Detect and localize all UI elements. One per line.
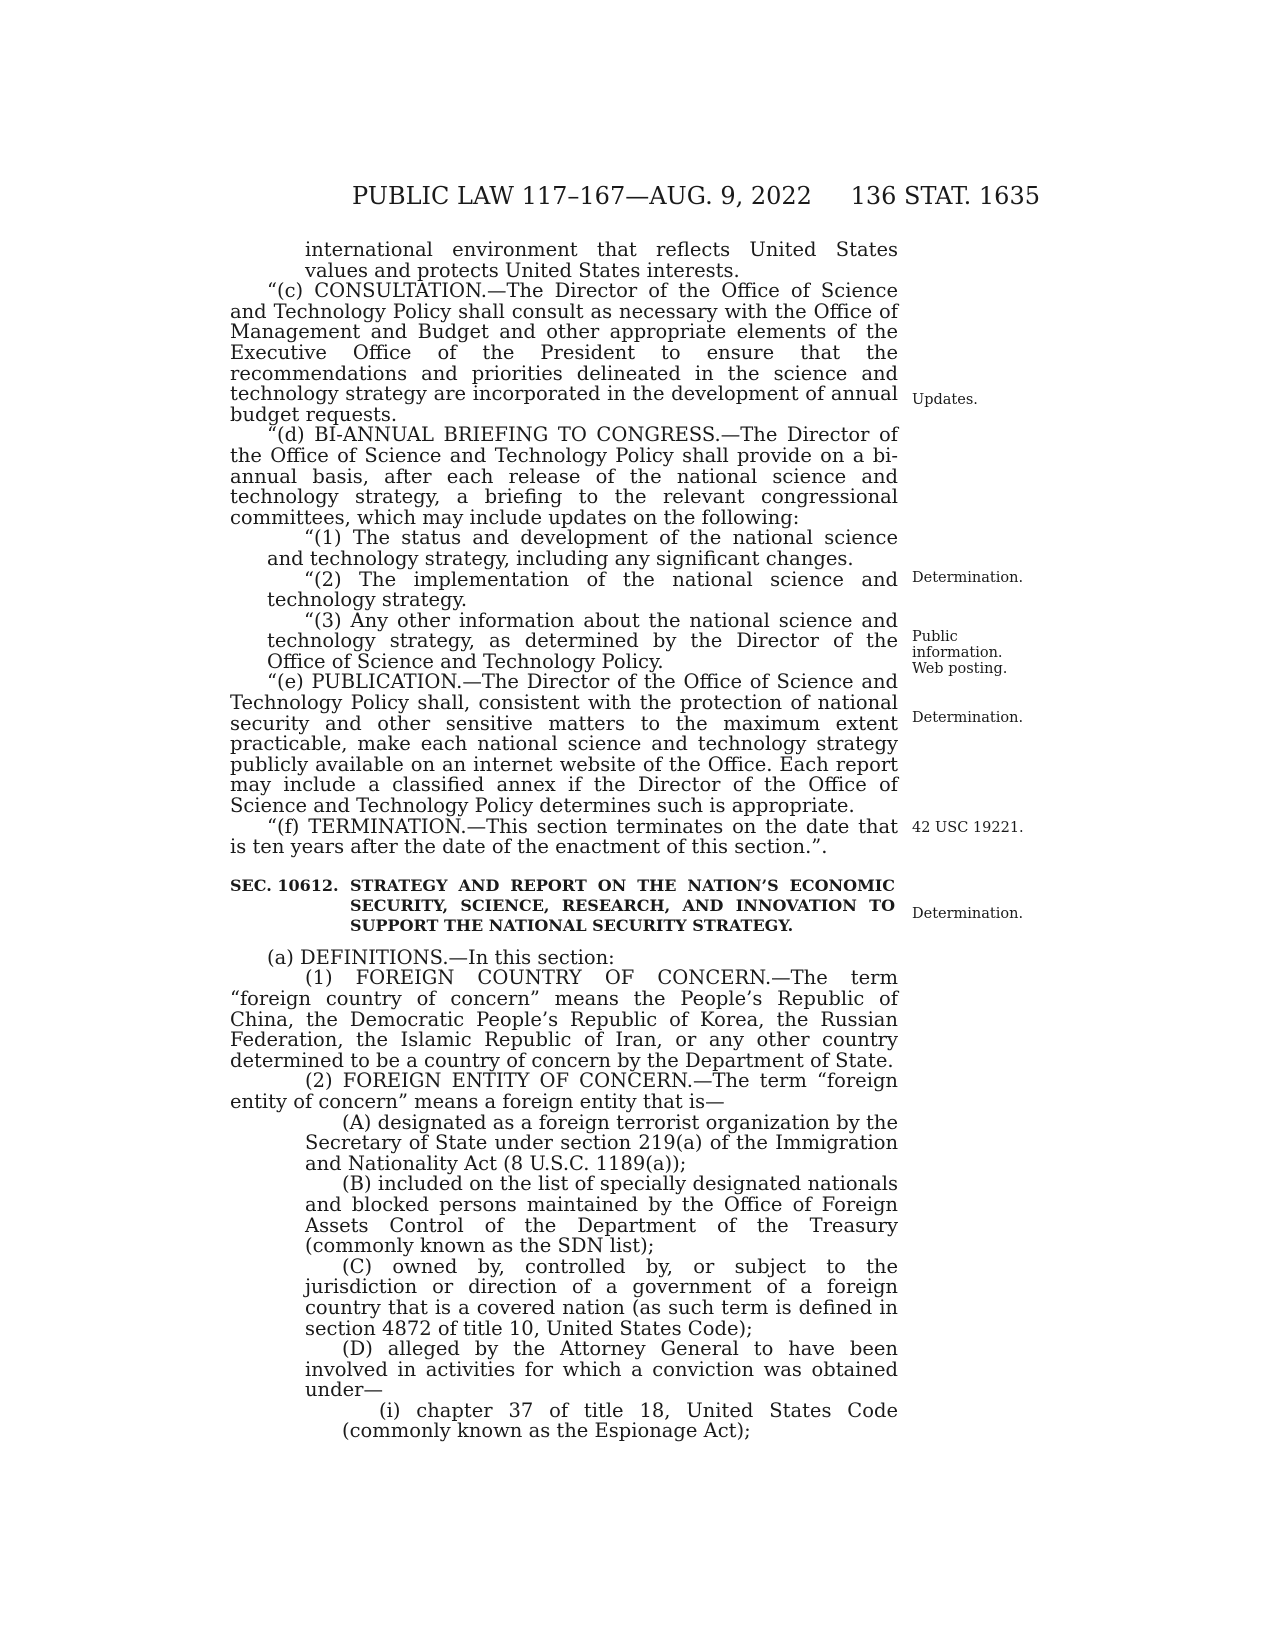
heading-foreign-entity: FOREIGN ENTITY OF CONCERN. <box>342 1069 693 1093</box>
definition-2-D: (D) alleged by the Attorney General to have been involved in activities for which a conviction was obtained under— <box>305 1337 898 1402</box>
section-heading <box>230 876 898 936</box>
definition-2-B: (B) included on the list of specially designated nationals and blocked persons maintained by the Office of Foreign Assets Control of the Department of the Treasury (commonly known as the SDN list); <box>305 1172 898 1258</box>
section-number: SEC. 10612. <box>230 875 339 895</box>
definition-1: (1) FOREIGN COUNTRY OF CONCERN.—The term “foreign country of concern” means the People’s Republic of China, the Democratic People’s Republic of Korea, the Russian Federation, the Islamic Republic of Iran, or any other country determined to be a country of concern by the Department of State. <box>230 966 898 1072</box>
definition-2-C: (C) owned by, controlled by, or subject to the jurisdiction or direction of a government of a foreign country that is a covered nation (as such term is defined in section 4872 of title 10, United States Code); <box>305 1254 898 1340</box>
heading-consultation: CONSULTATION. <box>314 279 487 303</box>
paragraph-continuation: international environment that reflects United States values and protects United States interests. <box>305 238 898 282</box>
subsection-f: “(f) TERMINATION.—This section terminates on the date that is ten years after the date of the enactment of this section.”. <box>230 814 898 859</box>
heading-definitions: DEFINITIONS. <box>300 945 449 969</box>
item-3: “(3) Any other information about the national science and technology strategy, as determined by the Director of the Office of Science and Technology Policy. <box>267 608 898 673</box>
heading-foreign-country: FOREIGN COUNTRY OF CONCERN. <box>355 966 772 990</box>
margin-note-public-information: Public information. Web posting. <box>912 629 1008 677</box>
heading-publication: PUBLICATION. <box>311 670 463 694</box>
margin-note-usc: 42 USC 19221. <box>912 820 1024 836</box>
subsection-a: (a) DEFINITIONS.—In this section: <box>267 945 615 969</box>
header-law-citation: PUBLIC LAW 117–167—AUG. 9, 2022 <box>352 182 812 210</box>
heading-termination: TERMINATION. <box>308 814 467 838</box>
definition-2-A: (A) designated as a foreign terrorist organization by the Secretary of State under section 219(a) of the Immigration and Nationality Act (8 U.S.C. 1189(a)); <box>305 1110 898 1175</box>
section-title: STRATEGY AND REPORT ON THE NATION’S ECONOMIC SECURITY, SCIENCE, RESEARCH, AND INNOVATION TO SUPPORT THE NATIONAL SECURITY STRATEGY. <box>350 875 895 935</box>
subsection-c: “(c) CONSULTATION.—The Director of the Office of Science and Technology Policy shall consult as necessary with the Office of Management and Budget and other appropriate elements of the Executive Office of the President to ensure that the recommendations and priorities delineated in the science and technology strategy are incorporated in the development of annual budget requests. <box>230 279 899 426</box>
margin-note-determination: Determination. <box>912 570 1024 586</box>
heading-briefing: BI-ANNUAL BRIEFING TO CONGRESS. <box>314 423 721 447</box>
header-stat-page: 136 STAT. 1635 <box>850 182 1040 210</box>
subsection-e: “(e) PUBLICATION.—The Director of the Office of Science and Technology Policy shall, consistent with the protection of national security and other sensitive matters to the maximum extent practicable, make each national science and technology strategy publicly available on an internet website of the Office. Each report may include a classified annex if the Director of the Office of Science and Technology Policy determines such is appropriate. <box>230 670 898 818</box>
margin-note-updates: Updates. <box>912 392 978 408</box>
margin-note-determination: Determination. <box>912 906 1024 922</box>
subsection-d: “(d) BI-ANNUAL BRIEFING TO CONGRESS.—The Director of the Office of Science and Technology Policy shall provide on a bi-annual basis, after each release of the national science and technology strategy, a briefing to the relevant congressional committees, which may include updates on the following: <box>230 423 898 529</box>
document-body <box>230 240 898 1442</box>
definition-2-D-i: (i) chapter 37 of title 18, United States Code (commonly known as the Espionage Act); <box>342 1398 898 1443</box>
margin-note-determination: Determination. <box>912 710 1024 726</box>
definition-2: (2) FOREIGN ENTITY OF CONCERN.—The term “foreign entity of concern” means a foreign entity that is— <box>230 1069 898 1113</box>
item-1: “(1) The status and development of the national science and technology strategy, including any significant changes. <box>267 526 898 570</box>
item-2: “(2) The implementation of the national science and technology strategy. <box>267 567 898 612</box>
